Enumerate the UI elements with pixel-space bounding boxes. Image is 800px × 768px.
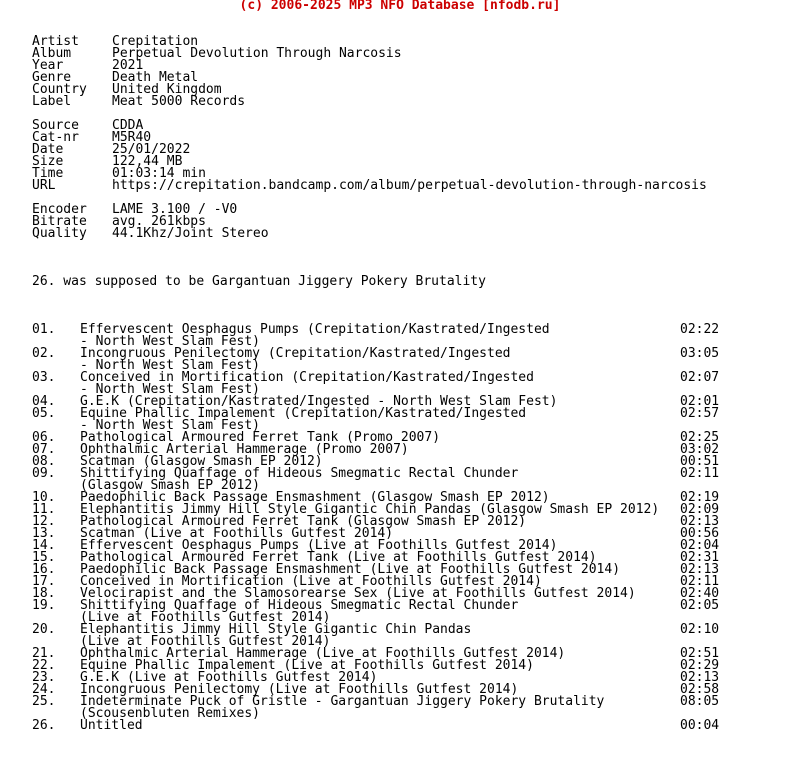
track-duration: 03:02 [680, 442, 720, 457]
track-duration: 02:22 [680, 322, 720, 337]
track-row [32, 468, 792, 492]
track-duration: 00:04 [680, 718, 720, 733]
encoder-info-block [32, 204, 792, 240]
track-title-continued: - North West Slam Fest) [80, 358, 261, 373]
track-duration: 02:04 [680, 538, 720, 553]
info-label: Bitrate [32, 214, 87, 229]
track-number: 20. [32, 622, 56, 637]
track-title-continued: - North West Slam Fest) [80, 418, 261, 433]
track-duration: 02:13 [680, 562, 720, 577]
track-title: Ophthalmic Arterial Hammerage (Promo 2007) [80, 442, 409, 457]
track-title: Effervescent Oesphagus Pumps (Live at Foothills Gutfest 2014) [80, 538, 558, 553]
track-duration: 00:51 [680, 454, 720, 469]
track-duration: 02:13 [680, 514, 720, 529]
info-row [32, 180, 792, 192]
track-title: Elephantitis Jimmy Hill Style Gigantic Chin Pandas [80, 622, 472, 637]
track-row [32, 600, 792, 624]
track-title: Shittifying Quaffage of Hideous Smegmatic Rectal Chunder [80, 598, 519, 613]
track-title: Scatman (Live at Foothills Gutfest 2014) [80, 526, 394, 541]
info-value: LAME 3.100 / -V0 [112, 202, 238, 217]
info-row [32, 48, 792, 60]
track-number: 01. [32, 322, 56, 337]
track-row [32, 372, 792, 396]
track-title: Conceived in Mortification (Live at Foothills Gutfest 2014) [80, 574, 542, 589]
info-label: Genre [32, 70, 72, 85]
track-title: Ophthalmic Arterial Hammerage (Live at Foothills Gutfest 2014) [80, 646, 566, 661]
track-number: 02. [32, 346, 56, 361]
track-duration: 02:07 [680, 370, 720, 385]
nfo-header-credit: (c) 2006-2025 MP3 NFO Database [nfodb.ru] [239, 0, 561, 13]
release-note: 26. was supposed to be Gargantuan Jiggery Pokery Brutality [32, 274, 486, 289]
info-value: avg. 261kbps [112, 214, 206, 229]
info-label: Country [32, 82, 87, 97]
info-label: URL [32, 178, 56, 193]
track-number: 25. [32, 694, 56, 709]
track-duration: 02:11 [680, 466, 720, 481]
track-duration: 02:31 [680, 550, 720, 565]
track-title-continued: (Live at Foothills Gutfest 2014) [80, 610, 331, 625]
track-title: Effervescent Oesphagus Pumps (Crepitation/Kastrated/Ingested [80, 322, 550, 337]
track-duration: 02:40 [680, 586, 720, 601]
track-title-continued: (Glasgow Smash EP 2012) [80, 478, 261, 493]
track-number: 11. [32, 502, 56, 517]
track-number: 24. [32, 682, 56, 697]
track-row [32, 324, 792, 348]
track-number: 12. [32, 514, 56, 529]
info-value: Meat 5000 Records [112, 94, 246, 109]
track-number: 19. [32, 598, 56, 613]
track-number: 16. [32, 562, 56, 577]
track-duration: 03:05 [680, 346, 720, 361]
track-duration: 02:57 [680, 406, 720, 421]
track-row [32, 624, 792, 648]
track-row [32, 720, 792, 732]
track-number: 26. [32, 718, 56, 733]
info-label: Cat-nr [32, 130, 79, 145]
info-value: United Kingdom [112, 82, 222, 97]
track-title: Equine Phallic Impalement (Live at Foothills Gutfest 2014) [80, 658, 534, 673]
track-title: Incongruous Penilectomy (Crepitation/Kastrated/Ingested [80, 346, 511, 361]
track-number: 08. [32, 454, 56, 469]
track-title: Conceived in Mortification (Crepitation/Kastrated/Ingested [80, 370, 534, 385]
track-title: Elephantitis Jimmy Hill Style Gigantic Chin Pandas (Glasgow Smash EP 2012) [80, 502, 660, 517]
info-label: Label [32, 94, 72, 109]
info-label: Year [32, 58, 64, 73]
info-value: 44.1Khz/Joint Stereo [112, 226, 269, 241]
info-value: 122,44 MB [112, 154, 183, 169]
track-title: Indeterminate Puck of Gristle - Gargantuan Jiggery Pokery Brutality [80, 694, 605, 709]
track-number: 22. [32, 658, 56, 673]
track-duration: 02:29 [680, 658, 720, 673]
info-value: CDDA [112, 118, 144, 133]
track-duration: 02:25 [680, 430, 720, 445]
track-title: Paedophilic Back Passage Ensmashment (Glasgow Smash EP 2012) [80, 490, 550, 505]
track-number: 23. [32, 670, 56, 685]
track-duration: 02:05 [680, 598, 720, 613]
track-title-continued: (Live at Foothills Gutfest 2014) [80, 634, 331, 649]
info-label: Artist [32, 34, 79, 49]
track-number: 03. [32, 370, 56, 385]
track-duration: 08:05 [680, 694, 720, 709]
track-title-continued: - North West Slam Fest) [80, 334, 261, 349]
track-title: Shittifying Quaffage of Hideous Smegmatic Rectal Chunder [80, 466, 519, 481]
info-row [32, 228, 792, 240]
track-duration: 02:19 [680, 490, 720, 505]
track-row [32, 408, 792, 432]
release-info-block [32, 36, 792, 108]
track-title: Scatman (Glasgow Smash EP 2012) [80, 454, 323, 469]
info-label: Time [32, 166, 64, 181]
info-value: Death Metal [112, 70, 199, 85]
track-number: 14. [32, 538, 56, 553]
info-label: Encoder [32, 202, 87, 217]
track-duration: 02:51 [680, 646, 720, 661]
track-number: 21. [32, 646, 56, 661]
info-row [32, 96, 792, 108]
info-value: Perpetual Devolution Through Narcosis [112, 46, 402, 61]
info-value: https://crepitation.bandcamp.com/album/perpetual-devolution-through-narcosis [112, 178, 707, 193]
tracklist [32, 324, 792, 732]
track-title: Paedophilic Back Passage Ensmashment (Live at Foothills Gutfest 2014) [80, 562, 621, 577]
info-label: Date [32, 142, 64, 157]
track-title: Incongruous Penilectomy (Live at Foothills Gutfest 2014) [80, 682, 519, 697]
track-row [32, 696, 792, 720]
track-number: 07. [32, 442, 56, 457]
info-label: Quality [32, 226, 87, 241]
info-label: Album [32, 46, 72, 61]
track-row [32, 348, 792, 372]
track-duration: 02:01 [680, 394, 720, 409]
track-number: 05. [32, 406, 56, 421]
track-duration: 02:10 [680, 622, 720, 637]
track-duration: 02:13 [680, 670, 720, 685]
track-duration: 02:58 [680, 682, 720, 697]
info-value: 2021 [112, 58, 144, 73]
track-title: Pathological Armoured Ferret Tank (Glasgow Smash EP 2012) [80, 514, 527, 529]
info-value: 25/01/2022 [112, 142, 191, 157]
track-number: 13. [32, 526, 56, 541]
info-label: Source [32, 118, 79, 133]
track-duration: 02:09 [680, 502, 720, 517]
track-number: 15. [32, 550, 56, 565]
track-number: 17. [32, 574, 56, 589]
info-value: Crepitation [112, 34, 199, 49]
track-title: Untitled [80, 718, 143, 733]
info-label: Size [32, 154, 64, 169]
source-info-block [32, 120, 792, 192]
info-value: M5R40 [112, 130, 152, 145]
info-value: 01:03:14 min [112, 166, 206, 181]
track-title: G.E.K (Live at Foothills Gutfest 2014) [80, 670, 378, 685]
track-title-continued: - North West Slam Fest) [80, 382, 261, 397]
track-number: 09. [32, 466, 56, 481]
track-duration: 00:56 [680, 526, 720, 541]
track-number: 04. [32, 394, 56, 409]
track-title-continued: (Scousenbluten Remixes) [80, 706, 261, 721]
track-title: Pathological Armoured Ferret Tank (Promo 2007) [80, 430, 441, 445]
track-number: 10. [32, 490, 56, 505]
track-number: 06. [32, 430, 56, 445]
track-number: 18. [32, 586, 56, 601]
track-title: G.E.K (Crepitation/Kastrated/Ingested - North West Slam Fest) [80, 394, 558, 409]
track-title: Equine Phallic Impalement (Crepitation/Kastrated/Ingested [80, 406, 527, 421]
track-title: Pathological Armoured Ferret Tank (Live at Foothills Gutfest 2014) [80, 550, 597, 565]
track-duration: 02:11 [680, 574, 720, 589]
track-title: Velocirapist and the Slamosorearse Sex (Live at Foothills Gutfest 2014) [80, 586, 636, 601]
